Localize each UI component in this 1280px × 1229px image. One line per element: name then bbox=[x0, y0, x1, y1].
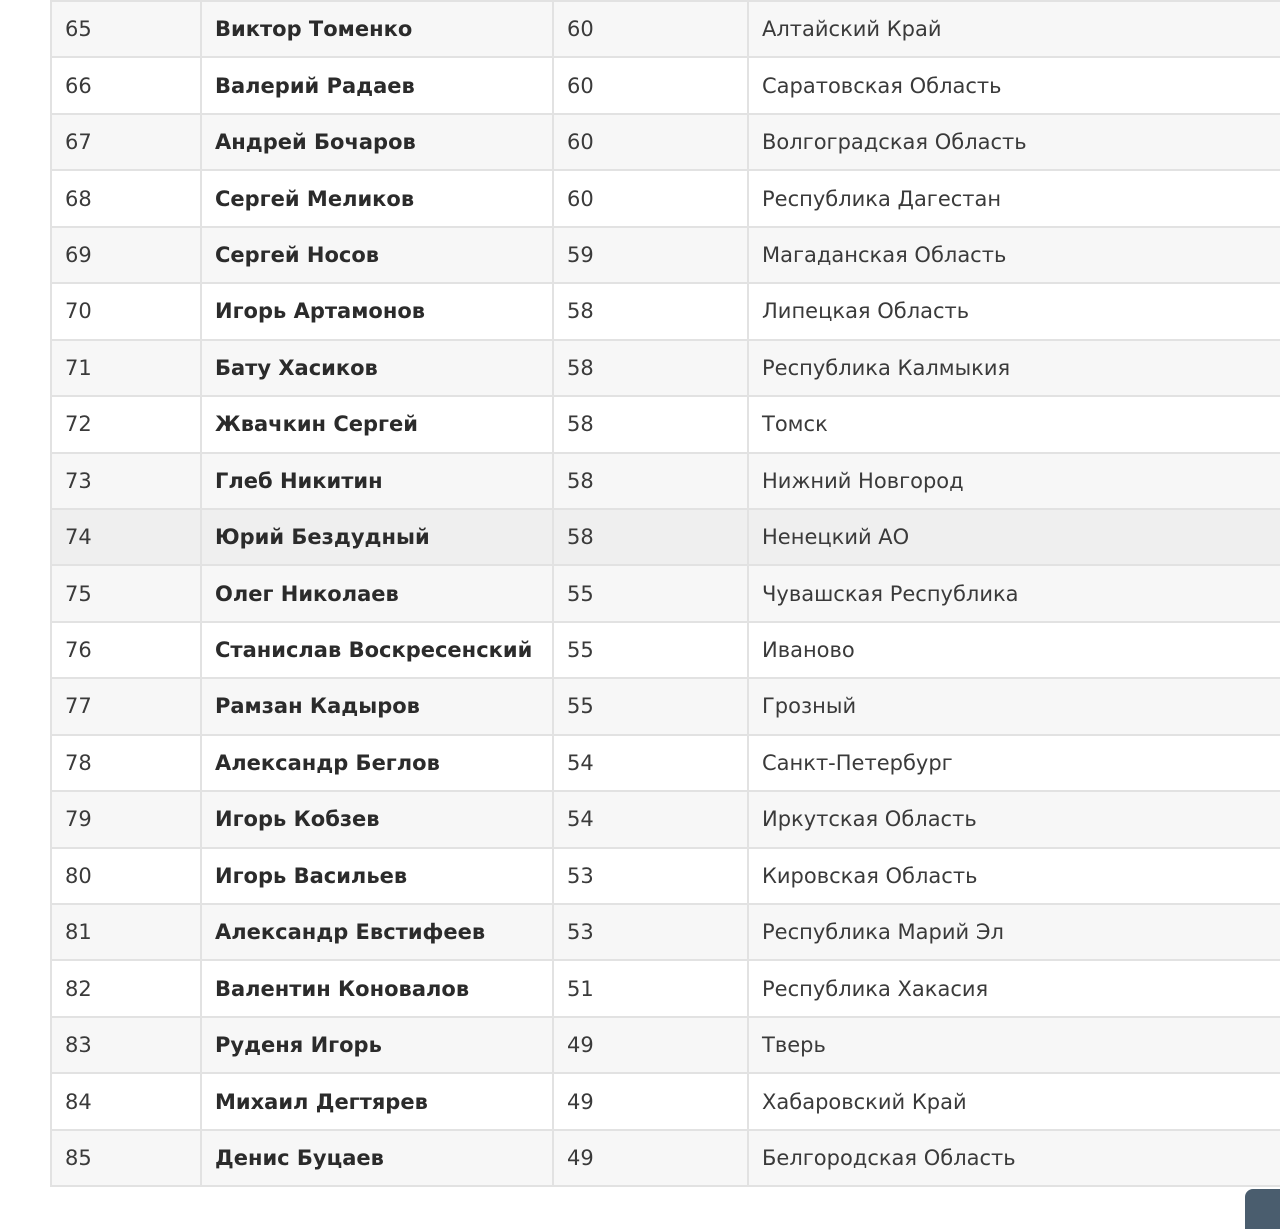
region-cell: Республика Дагестан bbox=[748, 170, 1280, 226]
rank-cell: 83 bbox=[51, 1017, 201, 1073]
table-row bbox=[51, 509, 1280, 565]
rank-cell: 77 bbox=[51, 678, 201, 734]
region-cell: Иркутская Область bbox=[748, 791, 1280, 847]
table-row bbox=[51, 565, 1280, 621]
rank-cell: 73 bbox=[51, 453, 201, 509]
region-cell: Томск bbox=[748, 396, 1280, 452]
name-cell: Александр Евстифеев bbox=[201, 904, 553, 960]
name-cell: Сергей Меликов bbox=[201, 170, 553, 226]
name-cell: Игорь Артамонов bbox=[201, 283, 553, 339]
region-cell: Санкт-Петербург bbox=[748, 735, 1280, 791]
region-cell: Саратовская Область bbox=[748, 57, 1280, 113]
rank-cell: 65 bbox=[51, 1, 201, 57]
rank-cell: 82 bbox=[51, 960, 201, 1016]
score-cell: 59 bbox=[553, 227, 748, 283]
rank-cell: 84 bbox=[51, 1073, 201, 1129]
score-cell: 58 bbox=[553, 509, 748, 565]
name-cell: Руденя Игорь bbox=[201, 1017, 553, 1073]
scroll-to-top-button[interactable] bbox=[1245, 1189, 1280, 1229]
score-cell: 53 bbox=[553, 848, 748, 904]
name-cell: Михаил Дегтярев bbox=[201, 1073, 553, 1129]
table-row bbox=[51, 1017, 1280, 1073]
rank-cell: 75 bbox=[51, 565, 201, 621]
rank-cell: 69 bbox=[51, 227, 201, 283]
table-row bbox=[51, 678, 1280, 734]
region-cell: Чувашская Республика bbox=[748, 565, 1280, 621]
score-cell: 49 bbox=[553, 1130, 748, 1186]
name-cell: Сергей Носов bbox=[201, 227, 553, 283]
score-cell: 60 bbox=[553, 170, 748, 226]
table-row bbox=[51, 1130, 1280, 1186]
table-row bbox=[51, 1, 1280, 57]
rank-cell: 79 bbox=[51, 791, 201, 847]
region-cell: Волгоградская Область bbox=[748, 114, 1280, 170]
rank-cell: 76 bbox=[51, 622, 201, 678]
score-cell: 51 bbox=[553, 960, 748, 1016]
region-cell: Тверь bbox=[748, 1017, 1280, 1073]
score-cell: 49 bbox=[553, 1017, 748, 1073]
rank-cell: 66 bbox=[51, 57, 201, 113]
name-cell: Валерий Радаев bbox=[201, 57, 553, 113]
table-row bbox=[51, 1073, 1280, 1129]
name-cell: Валентин Коновалов bbox=[201, 960, 553, 1016]
rank-cell: 85 bbox=[51, 1130, 201, 1186]
rank-cell: 67 bbox=[51, 114, 201, 170]
name-cell: Станислав Воскресенский bbox=[201, 622, 553, 678]
rank-cell: 80 bbox=[51, 848, 201, 904]
table-row bbox=[51, 904, 1280, 960]
score-cell: 58 bbox=[553, 453, 748, 509]
name-cell: Игорь Васильев bbox=[201, 848, 553, 904]
region-cell: Ненецкий АО bbox=[748, 509, 1280, 565]
table-row bbox=[51, 960, 1280, 1016]
table-row bbox=[51, 622, 1280, 678]
table-row bbox=[51, 170, 1280, 226]
region-cell: Республика Калмыкия bbox=[748, 340, 1280, 396]
region-cell: Алтайский Край bbox=[748, 1, 1280, 57]
table-row bbox=[51, 848, 1280, 904]
rank-cell: 74 bbox=[51, 509, 201, 565]
rank-cell: 71 bbox=[51, 340, 201, 396]
region-cell: Белгородская Область bbox=[748, 1130, 1280, 1186]
table-row bbox=[51, 453, 1280, 509]
region-cell: Магаданская Область bbox=[748, 227, 1280, 283]
region-cell: Кировская Область bbox=[748, 848, 1280, 904]
score-cell: 53 bbox=[553, 904, 748, 960]
score-cell: 54 bbox=[553, 791, 748, 847]
name-cell: Олег Николаев bbox=[201, 565, 553, 621]
region-cell: Республика Хакасия bbox=[748, 960, 1280, 1016]
name-cell: Юрий Бездудный bbox=[201, 509, 553, 565]
rank-cell: 81 bbox=[51, 904, 201, 960]
name-cell: Игорь Кобзев bbox=[201, 791, 553, 847]
region-cell: Республика Марий Эл bbox=[748, 904, 1280, 960]
score-cell: 60 bbox=[553, 1, 748, 57]
table-row bbox=[51, 396, 1280, 452]
rank-cell: 78 bbox=[51, 735, 201, 791]
table-row bbox=[51, 227, 1280, 283]
score-cell: 55 bbox=[553, 565, 748, 621]
score-cell: 58 bbox=[553, 340, 748, 396]
table-body bbox=[51, 1, 1280, 1186]
table-row bbox=[51, 735, 1280, 791]
name-cell: Жвачкин Сергей bbox=[201, 396, 553, 452]
score-cell: 55 bbox=[553, 622, 748, 678]
name-cell: Александр Беглов bbox=[201, 735, 553, 791]
table-row bbox=[51, 283, 1280, 339]
region-cell: Липецкая Область bbox=[748, 283, 1280, 339]
table-row bbox=[51, 114, 1280, 170]
score-cell: 60 bbox=[553, 57, 748, 113]
region-cell: Грозный bbox=[748, 678, 1280, 734]
rank-cell: 68 bbox=[51, 170, 201, 226]
name-cell: Денис Буцаев bbox=[201, 1130, 553, 1186]
score-cell: 60 bbox=[553, 114, 748, 170]
table-row bbox=[51, 57, 1280, 113]
name-cell: Виктор Томенко bbox=[201, 1, 553, 57]
table-row bbox=[51, 791, 1280, 847]
rank-cell: 72 bbox=[51, 396, 201, 452]
region-cell: Хабаровский Край bbox=[748, 1073, 1280, 1129]
score-cell: 49 bbox=[553, 1073, 748, 1129]
score-cell: 55 bbox=[553, 678, 748, 734]
name-cell: Андрей Бочаров bbox=[201, 114, 553, 170]
table-row bbox=[51, 340, 1280, 396]
rank-cell: 70 bbox=[51, 283, 201, 339]
region-cell: Иваново bbox=[748, 622, 1280, 678]
name-cell: Рамзан Кадыров bbox=[201, 678, 553, 734]
score-cell: 58 bbox=[553, 396, 748, 452]
governor-rating-table bbox=[50, 0, 1280, 1187]
name-cell: Бату Хасиков bbox=[201, 340, 553, 396]
region-cell: Нижний Новгород bbox=[748, 453, 1280, 509]
score-cell: 54 bbox=[553, 735, 748, 791]
rating-table-container bbox=[50, 0, 1280, 1187]
score-cell: 58 bbox=[553, 283, 748, 339]
name-cell: Глеб Никитин bbox=[201, 453, 553, 509]
